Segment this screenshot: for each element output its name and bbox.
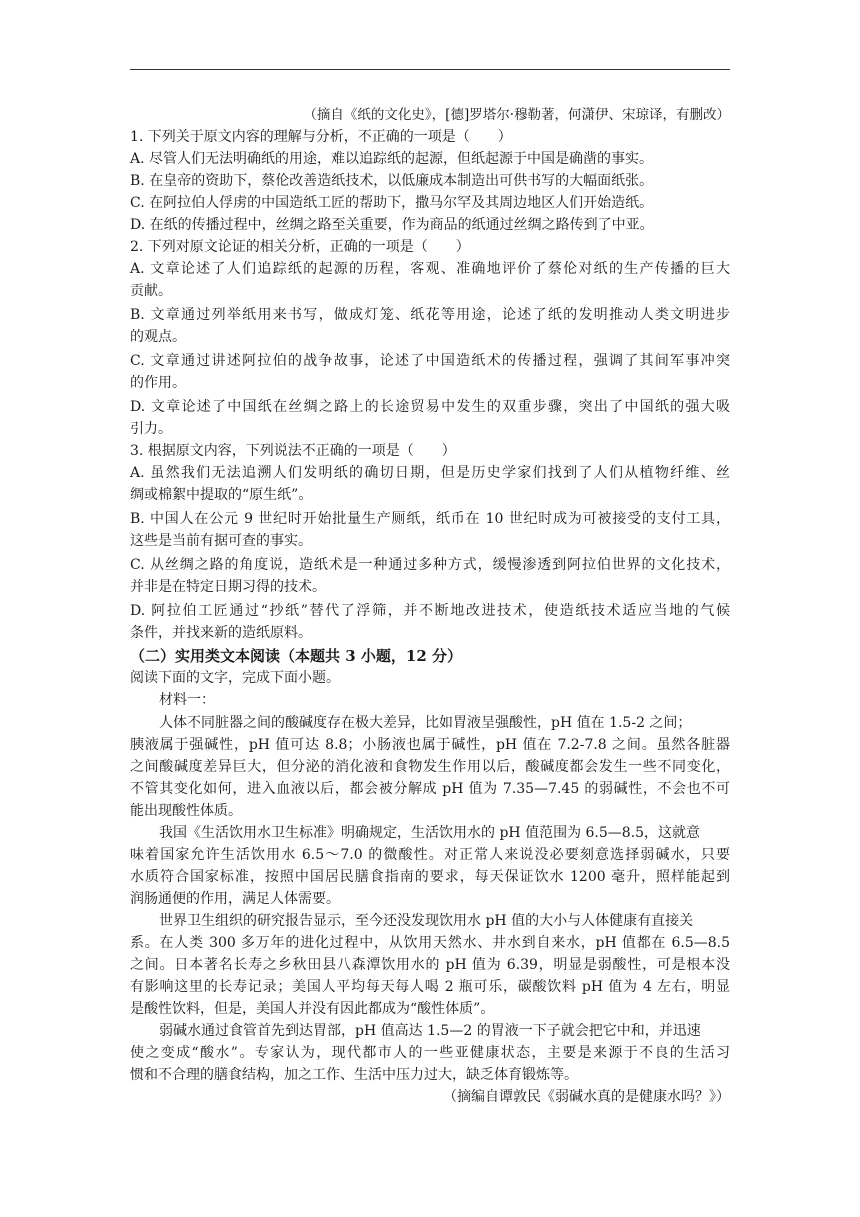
question-2-option-b-cont: 的观点。 xyxy=(130,329,186,345)
paragraph-1-line: 胰液属于强碱性，pH 值可达 8.8；小肠液也属于碱性，pH 值在 7.2-7.8 之间。虽然各脏器 xyxy=(130,737,730,753)
question-3-option-a: A. 虽然我们无法追溯人们发明纸的确切日期，但是历史学家们找到了人们从植物纤维、丝 xyxy=(130,465,730,481)
source-citation: （摘自《纸的文化史》，[德]罗塔尔·穆勒著，何潇伊、宋琼译，有删改） xyxy=(303,107,730,123)
paragraph-3-line: 是酸性饮料，但是，美国人并没有因此都成为“酸性体质”。 xyxy=(130,1001,495,1017)
paragraph-2-line: 我国《生活饮用水卫生标准》明确规定，生活饮用水的 pH 值范围为 6.5—8.5，这就意 xyxy=(159,825,701,841)
question-2-stem: 2. 下列对原文论证的相关分析，正确的一项是（ ） xyxy=(130,239,470,255)
paragraph-3-line: 有影响这里的长寿记录；美国人平均每天每人喝 2 瓶可乐，碳酸饮料 pH 值为 4 左右，明显 xyxy=(130,979,730,995)
paragraph-3-line: 之间。日本著名长寿之乡秋田县八森潭饮用水的 pH 值为 6.39，明显是弱酸性，可是根本没 xyxy=(130,957,730,973)
question-2-option-b: B. 文章通过列举纸用来书写，做成灯笼、纸花等用途，论述了纸的发明推动人类文明进步 xyxy=(130,307,730,323)
material-label: 材料一： xyxy=(159,692,215,708)
section-instruction: 阅读下面的文字，完成下面小题。 xyxy=(130,670,340,686)
question-3-option-c: C. 从丝绸之路的角度说，造纸术是一种通过多种方式，缓慢渗透到阿拉伯世界的文化技术， xyxy=(130,557,730,573)
section-heading: （二）实用类文本阅读（本题共 3 小题，12 分） xyxy=(130,647,462,665)
question-2-option-a: A. 文章论述了人们追踪纸的起源的历程，客观、准确地评价了蔡伦对纸的生产传播的巨大 xyxy=(130,261,730,277)
question-1-option-c: C. 在阿拉伯人俘虏的中国造纸工匠的帮助下，撒马尔罕及其周边地区人们开始造纸。 xyxy=(130,195,654,211)
paragraph-2-line: 润肠通便的作用，满足人体需要。 xyxy=(130,891,340,907)
question-2-option-a-cont: 贡献。 xyxy=(130,283,172,299)
question-2-option-d: D. 文章论述了中国纸在丝绸之路上的长途贸易中发生的双重步骤，突出了中国纸的强大吸 xyxy=(130,399,730,415)
paragraph-1-line: 之间酸碱度差异巨大，但分泌的消化液和食物发生作用以后，酸碱度都会发生一些不同变化， xyxy=(130,759,730,775)
question-3-stem: 3. 根据原文内容，下列说法不正确的一项是（ ） xyxy=(130,443,456,459)
paragraph-4-line: 弱碱水通过食管首先到达胃部，pH 值高达 1.5—2 的胃液一下子就会把它中和，并迅速 xyxy=(159,1023,701,1039)
question-3-option-d-cont: 条件，并找来新的造纸原料。 xyxy=(130,625,312,641)
paragraph-3-line: 世界卫生组织的研究报告显示，至今还没发现饮用水 pH 值的大小与人体健康有直接关 xyxy=(159,913,694,929)
question-1-option-d: D. 在纸的传播过程中，丝绸之路至关重要，作为商品的纸通过丝绸之路传到了中亚。 xyxy=(130,217,654,233)
paragraph-1-line: 人体不同脏器之间的酸碱度存在极大差异，比如胃液呈强酸性，pH 值在 1.5-2 之间； xyxy=(159,715,692,731)
question-1-stem: 1. 下列关于原文内容的理解与分析，不正确的一项是（ ） xyxy=(130,129,512,145)
header-rule xyxy=(130,69,730,70)
question-2-option-c-cont: 的作用。 xyxy=(130,375,186,391)
question-1-option-a: A. 尽管人们无法明确纸的用途，难以追踪纸的起源，但纸起源于中国是确凿的事实。 xyxy=(130,151,654,167)
question-2-option-d-cont: 引力。 xyxy=(130,421,172,437)
paragraph-1-line: 能出现酸性体质。 xyxy=(130,803,242,819)
paragraph-3-line: 系。在人类 300 多万年的进化过程中，从饮用天然水、井水到自来水，pH 值都在 6.5—8.5 xyxy=(130,935,730,951)
question-3-option-d: D. 阿拉伯工匠通过“抄纸”替代了浮筛，并不断地改进技术，使造纸技术适应当地的气候 xyxy=(130,603,730,619)
question-3-option-a-cont: 绸或棉絮中提取的“原生纸”。 xyxy=(130,487,313,503)
paragraph-2-line: 水质符合国家标准，按照中国居民膳食指南的要求，每天保证饮水 1200 毫升，照样能起到 xyxy=(130,869,730,885)
question-3-option-b: B. 中国人在公元 9 世纪时开始批量生产厕纸，纸币在 10 世纪时成为可被接受的支付工具， xyxy=(130,511,730,527)
question-3-option-b-cont: 这些是当前有据可查的事实。 xyxy=(130,533,312,549)
question-3-option-c-cont: 并非是在特定日期习得的技术。 xyxy=(130,579,326,595)
paragraph-2-line: 味着国家允许生活饮用水 6.5～7.0 的微酸性。对正常人来说没必要刻意选择弱碱水，只要 xyxy=(130,847,730,863)
paragraph-1-line: 不管其变化如何，进入血液以后，都会被分解成 pH 值为 7.35—7.45 的弱碱性，不会也不可 xyxy=(130,781,730,797)
paragraph-4-line: 使之变成“酸水”。专家认为，现代都市人的一些亚健康状态，主要是来源于不良的生活习 xyxy=(130,1045,730,1061)
article-source: （摘编自谭敦民《弱碱水真的是健康水吗？》） xyxy=(443,1089,730,1105)
question-1-option-b: B. 在皇帝的资助下，蔡伦改善造纸技术，以低廉成本制造出可供书写的大幅面纸张。 xyxy=(130,173,654,189)
question-2-option-c: C. 文章通过讲述阿拉伯的战争故事，论述了中国造纸术的传播过程，强调了其间军事冲突 xyxy=(130,353,730,369)
paragraph-4-line: 惯和不合理的膳食结构，加之工作、生活中压力过大，缺乏体育锻炼等。 xyxy=(130,1067,578,1083)
